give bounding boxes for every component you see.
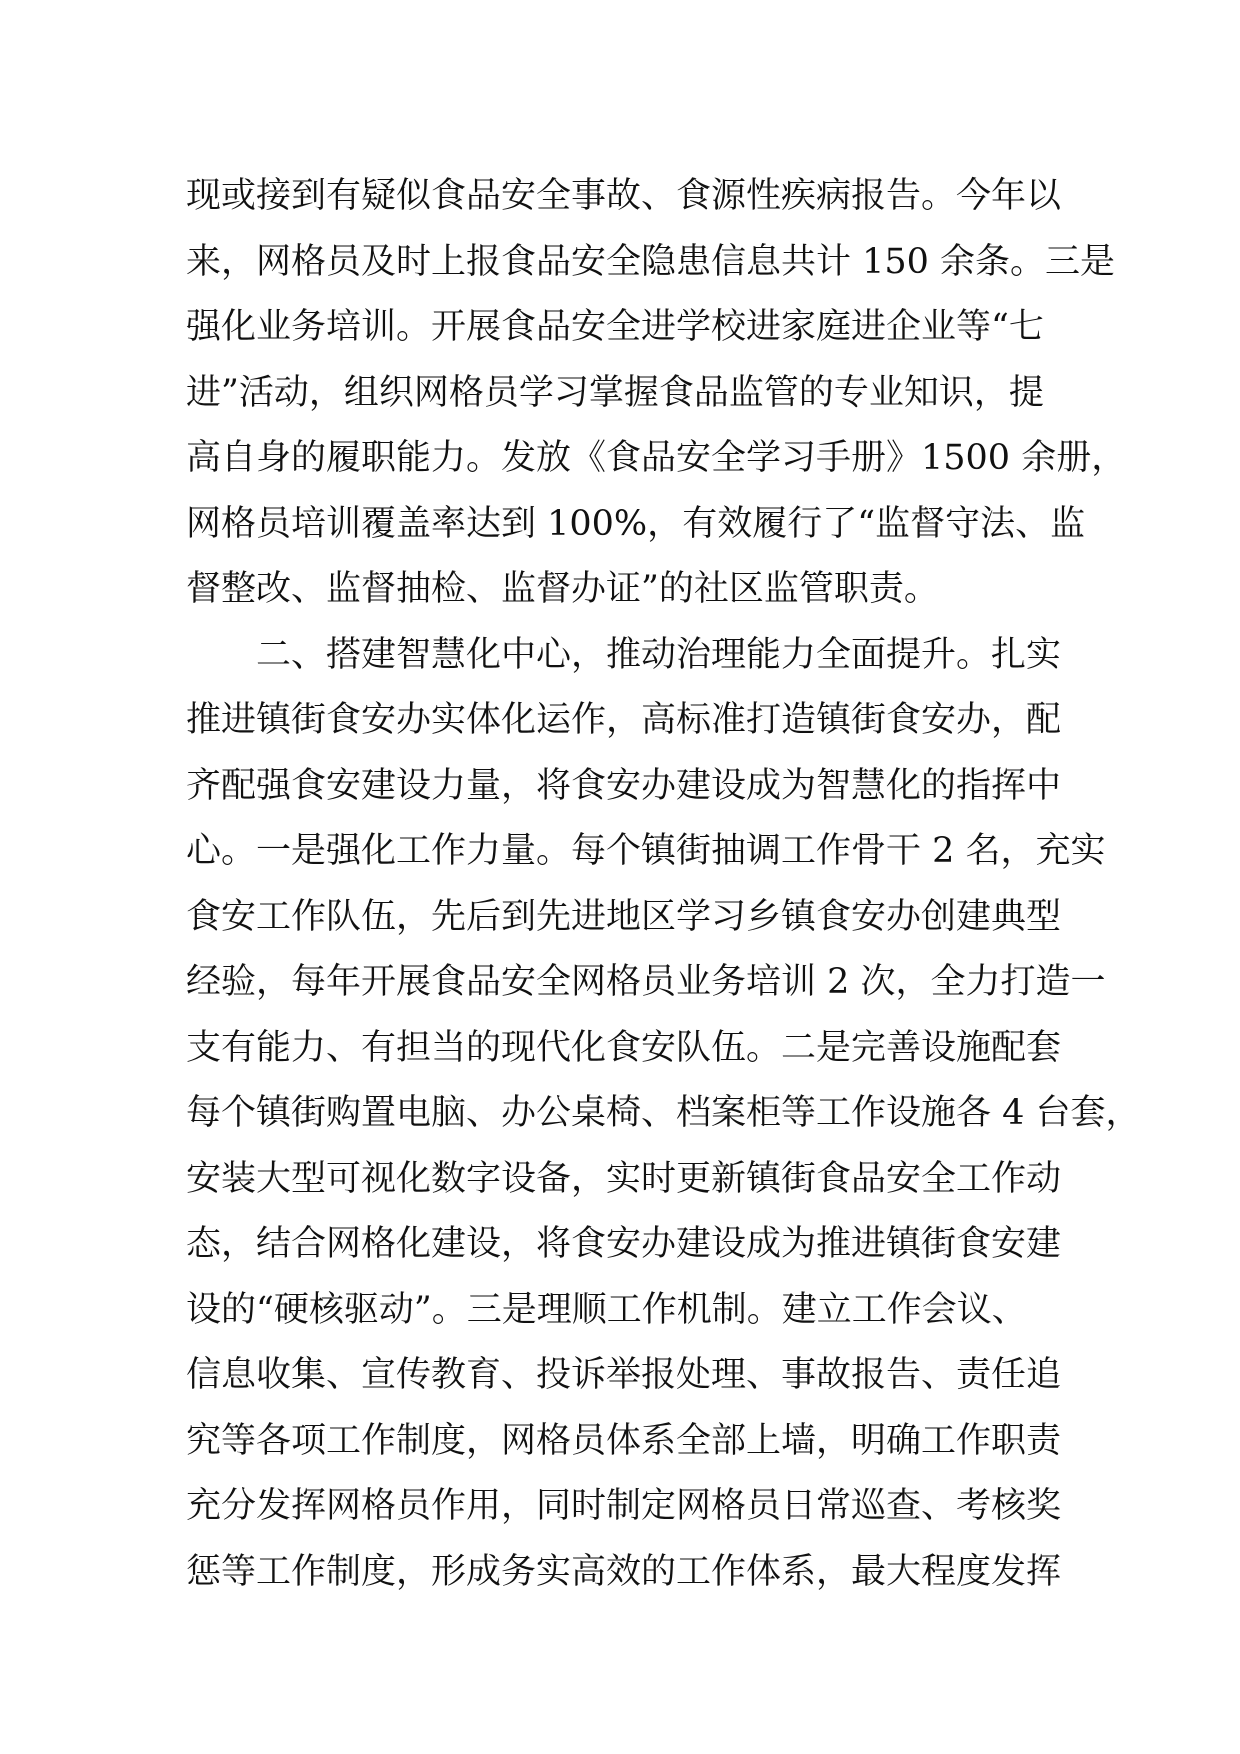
text-line: 督整改、监督抽检、监督办证”的社区监管职责。	[186, 569, 939, 609]
text-line: 安装大型可视化数字设备，实时更新镇街食品安全工作动	[186, 1158, 1062, 1199]
text-line: 来，网格员及时上报食品安全隐患信息共计 150 余条。三是	[186, 241, 1116, 282]
text-line: 高自身的履职能力。发放《食品安全学习手册》1500 余册，	[186, 438, 1127, 478]
text-line: 网格员培训覆盖率达到 100%，有效履行了“监督守法、监	[186, 503, 1086, 544]
text-line: 充分发挥网格员作用，同时制定网格员日常巡查、考核奖	[186, 1486, 1062, 1526]
text-line: 推进镇街食安办实体化运作，高标准打造镇街食安办，配	[186, 700, 1062, 740]
text-line: 究等各项工作制度，网格员体系全部上墙，明确工作职责	[186, 1420, 1062, 1461]
text-line: 设的“硬核驱动”。三是理顺工作机制。建立工作会议、	[186, 1289, 1027, 1330]
text-line: 态，结合网格化建设，将食安办建设成为推进镇街食安建	[186, 1224, 1062, 1264]
section-heading-line: 二、搭建智慧化中心，推动治理能力全面提升。扎实	[186, 634, 1062, 675]
body-text	[186, 164, 1141, 1605]
text-line: 信息收集、宣传教育、投诉举报处理、事故报告、责任追	[186, 1355, 1062, 1395]
text-line: 经验，每年开展食品安全网格员业务培训 2 次，全力打造一	[186, 962, 1106, 1002]
text-line: 每个镇街购置电脑、办公桌椅、档案柜等工作设施各 4 台套，	[186, 1093, 1141, 1133]
text-line: 心。一是强化工作力量。每个镇街抽调工作骨干 2 名，充实	[186, 831, 1106, 871]
text-line: 现或接到有疑似食品安全事故、食源性疾病报告。今年以	[186, 176, 1062, 216]
text-line: 惩等工作制度，形成务实高效的工作体系，最大程度发挥	[186, 1551, 1062, 1592]
text-line: 齐配强食安建设力量，将食安办建设成为智慧化的指挥中	[186, 765, 1062, 806]
text-line: 支有能力、有担当的现代化食安队伍。二是完善设施配套	[186, 1027, 1062, 1068]
text-line: 进”活动，组织网格员学习掌握食品监管的专业知识，提	[186, 372, 1044, 413]
text-line: 食安工作队伍，先后到先进地区学习乡镇食安办创建典型	[186, 896, 1062, 937]
text-line: 强化业务培训。开展食品安全进学校进家庭进企业等“七	[186, 307, 1044, 347]
